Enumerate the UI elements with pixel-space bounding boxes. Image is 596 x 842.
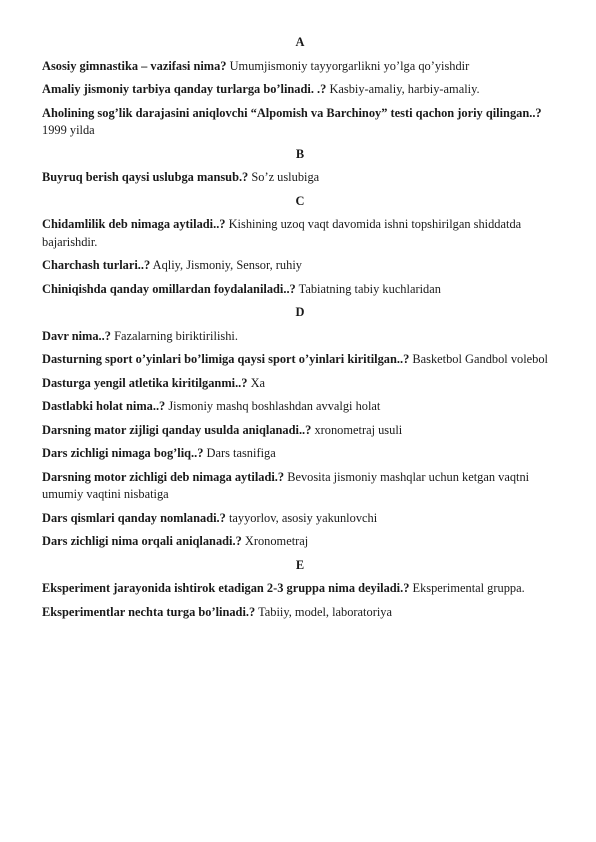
qa-item	[42, 105, 548, 140]
qa-item	[42, 257, 548, 275]
section-letter-a: A	[295, 35, 305, 49]
qa-item	[42, 58, 548, 76]
answer-text: Aqliy, Jismoniy, Sensor, ruhiy	[152, 258, 302, 272]
answer-text: Tabiiy, model, laboratoriya	[258, 604, 392, 619]
question-text: Chiniqishda qanday omillardan foydalaniladi..?	[42, 281, 296, 296]
qa-item	[42, 604, 548, 622]
question-text: Dasturga yengil atletika kiritilganmi..?	[42, 375, 248, 390]
question-text: Eksperiment jarayonida ishtirok etadigan 2-3 gruppa nima deyiladi.?	[42, 581, 410, 595]
question-text: Asosiy gimnastika – vazifasi nima?	[42, 58, 227, 73]
answer-text: Xa	[250, 375, 266, 390]
qa-item	[42, 328, 548, 346]
question-text: Eksperimentlar nechta turga bo’linadi.?	[42, 604, 256, 619]
question-text: Darsning motor zichligi deb nimaga aytiladi.?	[42, 469, 285, 484]
section-letter-e: E	[295, 557, 305, 572]
qa-item	[42, 445, 548, 463]
answer-text: Xronometraj	[244, 534, 309, 548]
qa-item	[42, 469, 548, 504]
question-text: Davr nima..?	[42, 328, 111, 343]
answer-text: So’z uslubiga	[251, 170, 320, 184]
section-letter-b: B	[295, 146, 305, 161]
question-text: Dars zichligi nima orqali aniqlanadi.?	[42, 534, 242, 548]
qa-item	[42, 81, 548, 99]
question-text: Aholining sog’lik darajasini aniqlovchi “Alpomish va Barchinoy” testi qachon joriy qilingan..?	[42, 105, 542, 120]
qa-item	[42, 216, 548, 251]
question-text: Dasturning sport o’yinlari bo’limiga qaysi sport o’yinlari kiritilgan..?	[42, 352, 410, 366]
answer-text: Basketbol Gandbol volebol	[412, 352, 548, 366]
section-letter-c: C	[295, 193, 305, 208]
question-text: Dastlabki holat nima..?	[42, 399, 166, 413]
question-text: Darsning mator zijligi qanday usulda aniqlanadi..?	[42, 422, 312, 437]
question-text: Buyruq berish qaysi uslubga mansub.?	[42, 170, 249, 184]
question-text: Chidamlilik deb nimaga aytiladi..?	[42, 217, 226, 231]
section-letter-d: D	[295, 305, 305, 319]
answer-text: xronometraj usuli	[314, 422, 403, 437]
answer-text: Bevosita jismoniy mashqlar uchun ketgan vaqtni umumiy vaqtini nisbatiga	[42, 469, 530, 501]
answer-text: Fazalarning biriktirilishi.	[114, 328, 238, 343]
answer-text: Jismoniy mashq boshlashdan avvalgi holat	[168, 399, 381, 413]
answer-text: Dars tasnifiga	[206, 446, 276, 460]
answer-text: Kasbiy-amaliy, harbiy-amaliy.	[329, 82, 480, 96]
answer-text: Kishining uzoq vaqt davomida ishni topshirilgan shiddatda bajarishdir.	[42, 217, 522, 249]
answer-text: 1999 yilda	[42, 123, 95, 137]
qa-item	[42, 169, 548, 187]
qa-item	[42, 510, 548, 528]
qa-item	[42, 580, 548, 598]
question-text: Charchash turlari..?	[42, 258, 151, 272]
qa-item	[42, 533, 548, 551]
qa-item	[42, 398, 548, 416]
qa-item	[42, 281, 548, 299]
answer-text: tayyorlov, asosiy yakunlovchi	[228, 510, 378, 525]
question-text: Dars zichligi nimaga bog’liq..?	[42, 446, 204, 460]
answer-text: Umumjismoniy tayyorgarlikni yo’lga qo’yishdir	[229, 58, 470, 73]
answer-text: Tabiatning tabiy kuchlaridan	[298, 281, 441, 296]
qa-item	[42, 375, 548, 393]
answer-text: Eksperimental gruppa.	[412, 581, 525, 595]
question-text: Amaliy jismoniy tarbiya qanday turlarga bo’linadi. .?	[42, 82, 327, 96]
qa-item	[42, 351, 548, 369]
qa-item	[42, 422, 548, 440]
question-text: Dars qismlari qanday nomlanadi.?	[42, 510, 226, 525]
